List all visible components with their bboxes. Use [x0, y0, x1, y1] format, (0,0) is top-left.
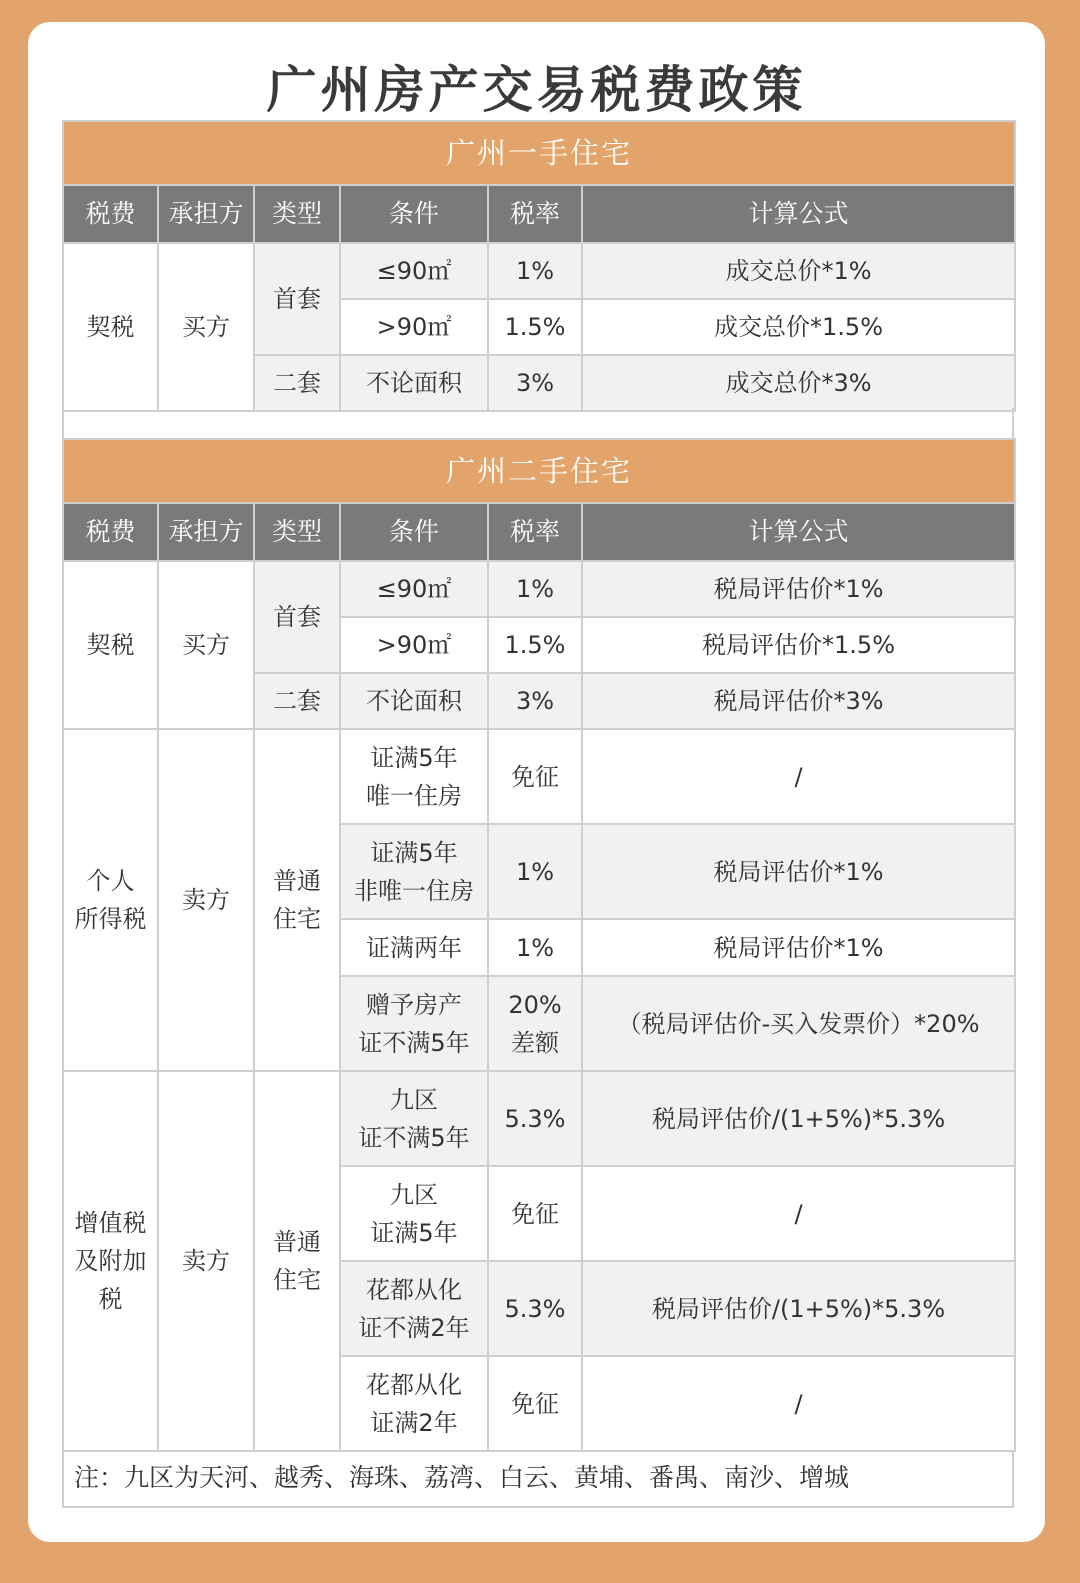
header-payer: 承担方: [158, 185, 254, 243]
condition-cell: [340, 1071, 488, 1166]
condition-cell: >90㎡: [340, 617, 488, 673]
condition-line: 证不满5年: [358, 1123, 470, 1152]
type-cell: 二套: [254, 673, 340, 729]
formula-cell: （税局评估价-买入发票价）*20%: [582, 976, 1015, 1071]
condition-line: 花都从化: [366, 1275, 462, 1304]
condition-cell: [340, 824, 488, 919]
condition-line: 非唯一住房: [354, 876, 474, 905]
fee-line: 税: [98, 1285, 123, 1313]
type-cell: 二套: [254, 355, 340, 411]
payer-cell: 买方: [158, 243, 254, 411]
first-hand-table: [62, 120, 1016, 412]
second-hand-column-headers: [63, 503, 1015, 561]
rate-cell: 3%: [488, 673, 582, 729]
rate-cell: 1.5%: [488, 617, 582, 673]
header-fee: 税费: [63, 503, 158, 561]
rate-cell: [488, 976, 582, 1071]
formula-cell: 成交总价*1%: [582, 243, 1015, 299]
rate-cell: 免征: [488, 1356, 582, 1451]
condition-cell: [340, 1356, 488, 1451]
rate-cell: 1%: [488, 561, 582, 617]
page-title: 广州房产交易税费政策: [266, 61, 807, 119]
fee-line: 所得税: [74, 905, 147, 933]
formula-cell: 成交总价*1.5%: [582, 299, 1015, 355]
rate-cell: 1.5%: [488, 299, 582, 355]
condition-cell: [340, 976, 488, 1071]
condition-line: 赠予房产: [366, 990, 462, 1019]
condition-line: 唯一住房: [366, 781, 462, 810]
fee-cell: 契税: [63, 243, 158, 411]
first-hand-title: 广州一手住宅: [63, 121, 1015, 185]
type-cell: 首套: [254, 243, 340, 355]
condition-line: 证满5年: [370, 838, 458, 867]
payer-cell: 卖方: [158, 729, 254, 1071]
condition-line: 证不满2年: [358, 1313, 470, 1342]
rate-cell: 1%: [488, 919, 582, 976]
formula-cell: /: [582, 729, 1015, 824]
condition-cell: [340, 729, 488, 824]
formula-cell: 税局评估价*1.5%: [582, 617, 1015, 673]
rate-cell: 5.3%: [488, 1261, 582, 1356]
rate-cell: 1%: [488, 824, 582, 919]
formula-cell: 税局评估价*1%: [582, 561, 1015, 617]
formula-cell: 税局评估价/(1+5%)*5.3%: [582, 1261, 1015, 1356]
condition-line: 证满5年: [370, 743, 458, 772]
fee-line: 及附加: [74, 1247, 147, 1275]
condition-line: 证不满5年: [358, 1028, 470, 1057]
formula-cell: 税局评估价*1%: [582, 919, 1015, 976]
condition-line: 花都从化: [366, 1370, 462, 1399]
second-hand-title: 广州二手住宅: [63, 439, 1015, 503]
rate-line: 20%: [508, 990, 562, 1019]
type-line: 住宅: [273, 1266, 321, 1294]
rate-cell: 1%: [488, 243, 582, 299]
footnote: 注：九区为天河、越秀、海珠、荔湾、白云、黄埔、番禺、南沙、增城: [62, 1452, 1014, 1508]
condition-cell: 不论面积: [340, 673, 488, 729]
condition-cell: >90㎡: [340, 299, 488, 355]
condition-line: 证满2年: [370, 1408, 458, 1437]
formula-cell: 税局评估价*1%: [582, 824, 1015, 919]
table-row: [63, 243, 1015, 299]
type-cell: [254, 1071, 340, 1451]
header-condition: 条件: [340, 503, 488, 561]
condition-cell: [340, 1261, 488, 1356]
type-cell: [254, 729, 340, 1071]
condition-cell: [340, 1166, 488, 1261]
fee-line: 个人: [86, 867, 135, 895]
fee-cell: 契税: [63, 561, 158, 729]
rate-cell: 免征: [488, 1166, 582, 1261]
header-formula: 计算公式: [582, 503, 1015, 561]
header-rate: 税率: [488, 185, 582, 243]
type-line: 普通: [273, 867, 321, 895]
rate-line: 差额: [511, 1028, 559, 1057]
header-rate: 税率: [488, 503, 582, 561]
condition-line: 九区: [390, 1085, 438, 1114]
first-hand-column-headers: [63, 185, 1015, 243]
fee-line: 增值税: [74, 1209, 147, 1237]
condition-cell: 不论面积: [340, 355, 488, 411]
condition-cell: ≤90㎡: [340, 561, 488, 617]
formula-cell: 税局评估价*3%: [582, 673, 1015, 729]
formula-cell: /: [582, 1356, 1015, 1451]
header-formula: 计算公式: [582, 185, 1015, 243]
header-type: 类型: [254, 503, 340, 561]
payer-cell: 卖方: [158, 1071, 254, 1451]
condition-line: 九区: [390, 1180, 438, 1209]
type-line: 住宅: [273, 905, 321, 933]
condition-line: 证满5年: [370, 1218, 458, 1247]
table-row: [63, 561, 1015, 617]
formula-cell: 税局评估价/(1+5%)*5.3%: [582, 1071, 1015, 1166]
table-spacer: [62, 408, 1014, 438]
fee-cell: [63, 729, 158, 1071]
second-hand-table: [62, 438, 1016, 1452]
table-row: [63, 729, 1015, 824]
payer-cell: 买方: [158, 561, 254, 729]
rate-cell: 免征: [488, 729, 582, 824]
condition-cell: ≤90㎡: [340, 243, 488, 299]
formula-cell: /: [582, 1166, 1015, 1261]
rate-cell: 3%: [488, 355, 582, 411]
header-type: 类型: [254, 185, 340, 243]
rate-cell: 5.3%: [488, 1071, 582, 1166]
formula-cell: 成交总价*3%: [582, 355, 1015, 411]
header-payer: 承担方: [158, 503, 254, 561]
policy-card: [28, 22, 1045, 1542]
fee-cell: [63, 1071, 158, 1451]
type-cell: 首套: [254, 561, 340, 673]
header-fee: 税费: [63, 185, 158, 243]
table-row: [63, 1071, 1015, 1166]
header-condition: 条件: [340, 185, 488, 243]
type-line: 普通: [273, 1228, 321, 1256]
condition-cell: 证满两年: [340, 919, 488, 976]
